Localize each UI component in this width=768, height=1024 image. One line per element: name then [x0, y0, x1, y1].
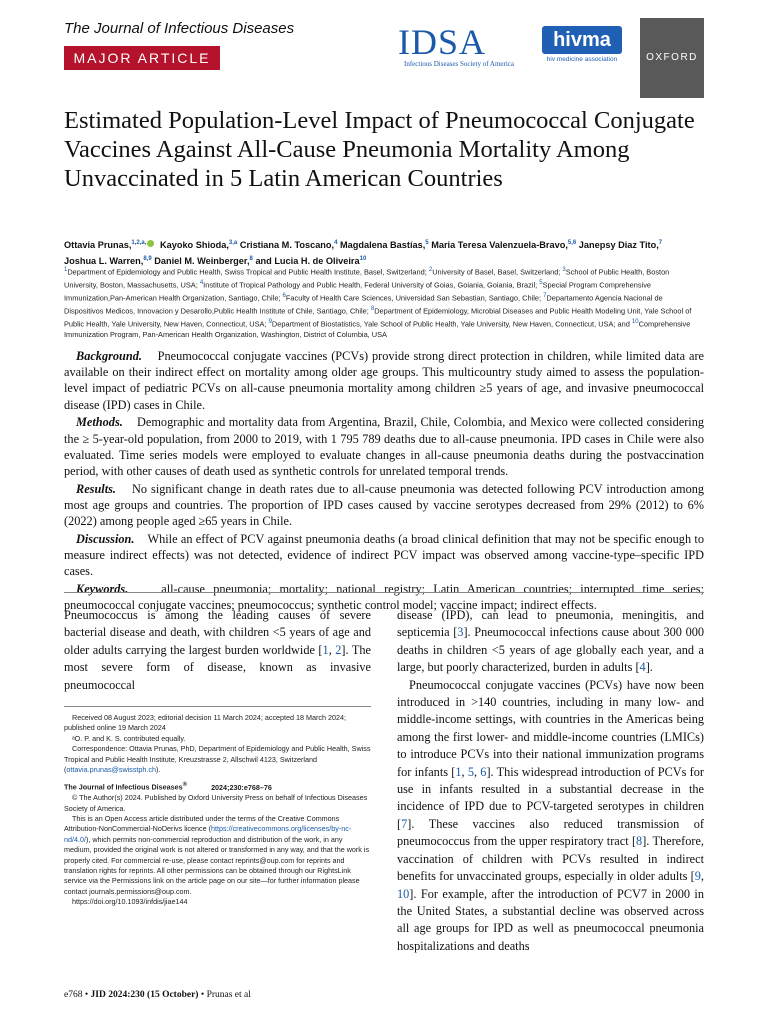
abstract-text: Pneumococcal conjugate vaccines (PCVs) provide strong direct protection in children, while limited data are available on their indirect effect on mortality among older age groups. This multicountry study aimed to assess the population-level impact of pediatric PCVs on all-cause pneumonia mortality among children ≥5 years of age, and invasive pneumococcal disease (IPD) cases in Chile. [64, 349, 704, 412]
affiliation-number: 3 [562, 267, 566, 273]
affiliations [64, 265, 704, 341]
author-name[interactable]: and Lucia H. de Oliveira [255, 256, 360, 267]
affiliation-number: 10 [631, 318, 639, 325]
email-link[interactable]: ottavia.prunas@swisstph.ch [66, 765, 157, 775]
author-affiliation-mark: 4 [334, 240, 338, 246]
body-paragraph [397, 677, 704, 956]
footer-journal: JID [90, 990, 106, 1000]
affiliation-number: 5 [539, 279, 543, 286]
journal-citation [64, 780, 371, 793]
author-affiliation-mark: 8,9 [143, 256, 152, 263]
body-text: disease (IPD), can lead to pneumonia, meningitis, and septicemia [ [397, 608, 704, 640]
abstract-text: While an effect of PCV against pneumonia deaths (a broad clinical definition that may not be specific enough to measure indirect effects) was not detected, evidence of indirect PCV impact was observed among vaccine-type–specific IPD cases. [64, 531, 704, 579]
footnotes [64, 713, 371, 908]
abstract-results [64, 481, 704, 530]
citation-link[interactable]: 8 [636, 834, 643, 849]
affiliation-text: Institute of Tropical Pathology and Public Health, Federal University of Goias, Goiania, Goiania, Brazil; [203, 280, 540, 290]
affiliation-number: 4 [199, 279, 204, 286]
body-paragraph [64, 607, 371, 694]
affiliation-text: Faculty of Health Care Sciences, Universidad San Sebastian, Santiago, Chile; [285, 293, 544, 303]
article-title: Estimated Population-Level Impact of Pneumococcal Conjugate Vaccines Against All-Cause Pneumonia Mortality Among Unvaccinated in 5 Latin American Countries [64, 107, 695, 192]
citation-link[interactable]: 6 [480, 764, 487, 779]
orcid-icon[interactable] [147, 240, 154, 247]
footnote-divider [64, 706, 371, 707]
affiliation-text: School of Public Health, Boston University, Boston, Massachusetts, USA; [64, 267, 670, 290]
abstract-text: all-cause pneumonia; mortality; national registry; Latin American countries; interrupted time series; pneumococcal conjugate vaccines; pneumococcus; synthetic control model; vaccine impact; indirect effects. [64, 581, 704, 613]
body-text: Pneumococcus is among the leading causes of severe bacterial disease and death, with children <5 years of age and older adults carrying the largest burden worldwide [ [64, 608, 371, 657]
footnote-text: Correspondence: Ottavia Prunas, PhD, Department of Epidemiology and Public Health, Swiss Tropical and Public Health Institute, Kreuzstrasse 2, Allschwil 4123, Switzerland ( [64, 744, 371, 775]
footer-volume: 2024:230 [108, 990, 145, 1000]
license-link[interactable]: https://creativecommons.org/licenses/by-nc-nd/4.0/ [64, 824, 352, 844]
author-name[interactable]: Joshua L. Warren, [64, 256, 144, 267]
author-name[interactable]: Janepsy Diaz Tito, [578, 240, 659, 251]
affiliation-number: 8 [370, 305, 375, 312]
abstract-label: Methods. [76, 415, 123, 430]
author-list [64, 236, 704, 268]
author-affiliation-mark: 5,6 [567, 240, 577, 246]
idsa-logo-subtitle: Infectious Diseases Society of America [404, 60, 515, 68]
hivma-logo[interactable] [542, 26, 622, 66]
author-affiliation-mark: 8 [249, 256, 253, 263]
copyright: © The Author(s) 2024. Published by Oxford University Press on behalf of Infectious Diseases Society of America. [64, 793, 368, 813]
body-text: ]. [645, 660, 653, 675]
affiliation-text: University of Basel, Basel, Switzerland; [432, 267, 563, 277]
footer-date: (15 October) [147, 990, 199, 1000]
citation-separator: , [473, 764, 481, 779]
footnote-text: ), which permits non-commercial reproduction and distribution of the work, in any medium, provided the original work is not altered or transformed in any way, and that the work is properly cited. For commercial re-use, please contact reprints@oup.com for reprints and translation rights for reprints. All other permissions can be obtained through our RightsLink service via the Permissions link on the article page on our site—for further information please contact journals.permissions@oup.com. [64, 834, 370, 896]
registered-mark: ® [182, 782, 188, 789]
received-dates: Received 08 August 2023; editorial decision 11 March 2024; accepted 18 March 2024; published online 19 March 2024 [64, 713, 346, 733]
body-column-left [64, 607, 371, 694]
abstract-background [64, 348, 704, 413]
abstract-text: Demographic and mortality data from Argentina, Brazil, Chile, Colombia, and Mexico were collected considering the ≥ 5-year-old population, from 2000 to 2019, with 1 795 789 deaths due to all-cause pneumonia. IPD cases in Chile were also evaluated. Time series models were employed to evaluate changes in all-cause pneumonia deaths during the postvaccination period, with other causes of death used as synthetic controls for unrelated temporal trends. [64, 415, 705, 478]
affiliation-number: 1 [64, 267, 68, 273]
abstract-discussion [64, 531, 704, 580]
abstract [64, 348, 704, 615]
section-divider [64, 592, 704, 593]
body-text: ]. These vaccines also reduced transmission of pneumococcus from the upper respiratory tract [ [397, 816, 704, 849]
footnote-text: ). [156, 765, 161, 775]
affiliation-text: Comprehensive Immunization Program, Pan-American Health Organization, Washington, District of Columbia, USA [64, 318, 691, 340]
hivma-logo-text: hivma [542, 26, 622, 54]
body-column-right [397, 607, 704, 955]
abstract-label: Results. [76, 481, 116, 496]
author-name[interactable]: Daniel M. Weinberger, [154, 256, 250, 267]
affiliation-number: 7 [543, 292, 547, 299]
contribution-note: ᵃO. P. and K. S. contributed equally. [72, 733, 186, 743]
citation-link[interactable]: 1 [455, 764, 462, 779]
correspondence [64, 744, 371, 775]
citation-separator: , [461, 764, 468, 779]
author-affiliation-mark: 3,a [228, 240, 238, 246]
citation-link[interactable]: 2 [335, 642, 342, 657]
affiliation-text: Department of Epidemiology and Public Health, Swiss Tropical and Public Health Institute, Basel, Switzerland; [67, 267, 429, 277]
author-name[interactable]: Cristiana M. Toscano, [239, 240, 335, 251]
author-affiliation-mark: 10 [359, 256, 367, 263]
citation-link[interactable]: 9 [694, 869, 701, 884]
affiliation-number: 2 [428, 267, 433, 273]
doi[interactable]: https://doi.org/10.1093/infdis/jiae144 [72, 897, 188, 907]
footer-bullet: • [84, 990, 89, 1000]
author-affiliation-mark: 5 [425, 240, 429, 246]
author-name[interactable]: Kayoko Shioda, [159, 240, 229, 251]
abstract-label: Keywords. [76, 581, 129, 596]
abstract-label: Background. [76, 349, 142, 363]
journal-volume: 2024;230:e768–76 [211, 782, 272, 792]
license-text [64, 814, 371, 897]
body-text: ]. This widespread introduction of PCVs for use in infants resulted in a substantial decrease in the incidence of IPD due to PCV-targeted serotypes in children [ [397, 764, 705, 831]
author-name[interactable]: Maria Teresa Valenzuela-Bravo, [431, 240, 568, 251]
citation-link[interactable]: 3 [457, 625, 464, 640]
affiliation-text: Department of Biostatistics, Yale School of Public Health, Yale University, New Haven, Connecticut, USA; and [271, 318, 632, 328]
citation-link[interactable]: 7 [401, 816, 408, 831]
idsa-logo[interactable] [398, 24, 536, 68]
author-affiliation-mark: 7 [658, 240, 663, 246]
affiliation-number: 9 [268, 318, 272, 325]
idsa-logo-text: IDSA [398, 22, 487, 62]
abstract-text: No significant change in death rates due to all-cause pneumonia was detected following PCV introduction among most age groups and countries. The proportion of IPD cases caused by vaccine serotypes decreased from 29% (2012) to 6% (2022) among people aged ≥65 years in Chile. [64, 481, 705, 529]
body-text: ]. The most severe form of disease, known as invasive pneumococcal [64, 642, 371, 692]
footer-authors: Prunas et al [206, 990, 251, 1000]
affiliation-text: Special Program Comprehensive Immunization,Pan-American Health Organization, Santiago, Chile; [64, 280, 652, 303]
body-paragraph [397, 607, 704, 677]
citation-link[interactable]: 4 [639, 660, 646, 675]
footnote-text: This is an Open Access article distributed under the terms of the Creative Commons Attribution-NonCommercial-NoDerivs licence ( [64, 814, 340, 834]
author-name[interactable]: Ottavia Prunas, [64, 240, 132, 251]
affiliation-text: Department of Epidemiology, Microbial Diseases and Public Health Modeling Unit, Yale School of Public Health, Yale University, New Haven, Connecticut, USA; [64, 306, 692, 328]
body-text: ]. Pneumococcal infections cause about 300 000 deaths in children <5 years of age globally each year, and a large, but poorly characterized, burden in adults [ [397, 625, 705, 675]
body-text: Pneumococcal conjugate vaccines (PCVs) have now been introduced in >140 countries, including in many low- and middle-income settings, with countries in the Americas being among the first lower- and middle-income countries (LMICs) to introduce PCVs into their national immunization programs for infants [ [397, 677, 704, 779]
footer-bullet: • [200, 990, 205, 1000]
page-footer [64, 990, 704, 1000]
body-text: ]. For example, after the introduction of PCV7 in 2000 in the United States, a substantial decline was observed across all age groups for IPD as well as pneumococcal pneumonia hospitalizations and deaths [397, 886, 704, 953]
body-text: ]. Therefore, vaccination of children with PCVs resulted in indirect benefits for unvaccinated groups, especially in older adults [ [397, 834, 704, 884]
citation-link[interactable]: 5 [467, 764, 474, 779]
author-name[interactable]: Magdalena Bastías, [340, 240, 426, 251]
citation-link[interactable]: 10 [397, 886, 410, 901]
citation-link[interactable]: 1 [322, 642, 329, 657]
affiliation-text: Departamento Agencia Nacional de Dispositivos Medicos, Innovacion y Desarollo,Public Health Institute of Chile, Santiago, Chile; [64, 293, 663, 316]
footnote-journal: The Journal of Infectious Diseases [64, 782, 183, 792]
citation-separator: , [328, 642, 336, 657]
author-affiliation-mark: 1,2,a, [131, 240, 147, 246]
abstract-label: Discussion. [76, 531, 135, 546]
journal-name: The Journal of Infectious Diseases [64, 20, 295, 37]
article-type-badge: MAJOR ARTICLE [64, 46, 220, 70]
hivma-logo-subtitle: hiv medicine association [546, 56, 618, 63]
oxford-logo[interactable]: OXFORD [640, 18, 704, 98]
affiliation-number: 6 [282, 292, 286, 299]
citation-separator: , [700, 869, 704, 884]
page-number: e768 [64, 990, 83, 1000]
abstract-methods [64, 414, 704, 479]
